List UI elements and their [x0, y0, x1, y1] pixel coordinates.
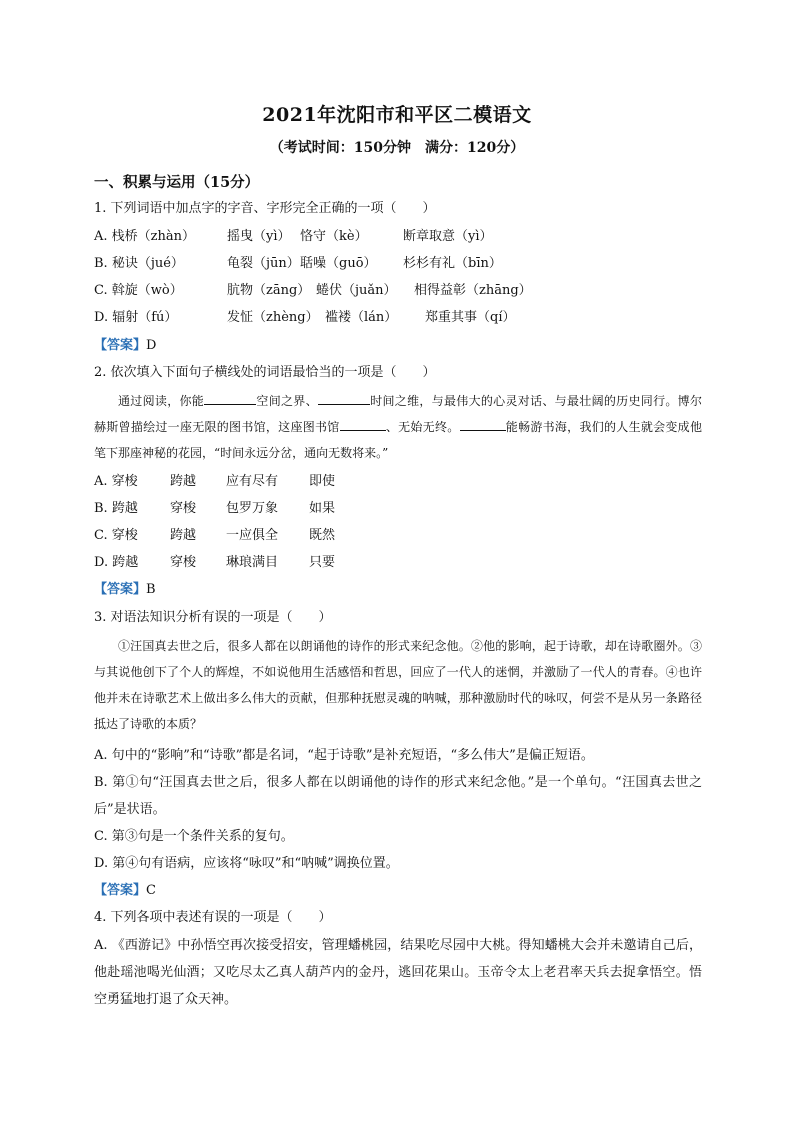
- question-2-passage: 通过阅读，你能 空间之界、 时间之维，与最伟大的心灵对话、与最壮阔的历史同行。博尔赫斯曾描绘过一座无限的图书馆，这座图书馆 、无始无终。 能畅游书海，我们的人生就会变成他笔下那座神秘的花园，“时间永远分岔，通向无数将来。”: [94, 394, 702, 460]
- question-1-option-a: A. 栈桥（zhàn） 摇曳（yì） 恪守（kè） 断章取意（yì）: [94, 229, 493, 244]
- question-3-option-a: A. 句中的“影响”和“诗歌”都是名词，“起于诗歌”是补充短语，“多么伟大”是偏正短语。: [94, 748, 594, 763]
- question-2-answer: 【答案】B: [94, 582, 156, 597]
- question-3-answer: 【答案】C: [94, 883, 156, 898]
- question-1-option-c: C. 斡旋（wò） 肮物（zāng） 蜷伏（juǎn） 相得益彰（zhāng）: [94, 283, 532, 298]
- question-4-option-a: A. 《西游记》中孙悟空再次接受招安，管理蟠桃园，结果吃尽园中大桃。得知蟠桃大会并未邀请自己后，他赴瑶池喝光仙酒；又吃尽太乙真人葫芦内的金丹，逃回花果山。玉帝令太上老君率天兵去捉拿悟空。悟空勇猛地打退了众天神。: [94, 938, 702, 1007]
- fill-blank: [460, 418, 506, 431]
- question-3-option-c: C. 第③句是一个条件关系的复句。: [94, 829, 294, 844]
- question-1-option-b: B. 秘诀（jué） 龟裂（jūn）聒噪（guō） 杉杉有礼（bīn）: [94, 256, 502, 271]
- document-title: 2021年沈阳市和平区二模语文: [262, 104, 532, 126]
- question-4-stem: 4. 下列各项中表述有误的一项是（ ）: [94, 910, 332, 925]
- exam-info: （考试时间：150分钟 满分：120分）: [269, 140, 525, 156]
- fill-blank: [340, 418, 386, 431]
- question-3-stem: 3. 对语法知识分析有误的一项是（ ）: [94, 610, 332, 625]
- question-3-option-d: D. 第④句有语病，应该将“咏叹”和“呐喊”调换位置。: [94, 856, 399, 871]
- question-2-option-a: A. 穿梭 跨越 应有尽有 即使: [94, 474, 336, 489]
- question-1-answer: 【答案】D: [94, 338, 157, 353]
- question-1-option-d: D. 辐射（fú） 发怔（zhèng） 褴褛（lán） 郑重其事（qí）: [94, 310, 516, 325]
- question-1-stem: 1. 下列词语中加点字的字音、字形完全正确的一项（ ）: [94, 201, 436, 216]
- fill-blank: [204, 392, 256, 405]
- question-2-option-b: B. 跨越 穿梭 包罗万象 如果: [94, 501, 336, 516]
- question-3-option-b: B. 第①句“汪国真去世之后，很多人都在以朗诵他的诗作的形式来纪念他。”是一个单句。“汪国真去世之后”是状语。: [94, 775, 702, 817]
- question-2-stem: 2. 依次填入下面句子横线处的词语最恰当的一项是（ ）: [94, 365, 436, 380]
- question-2-option-c: C. 穿梭 跨越 一应俱全 既然: [94, 528, 336, 543]
- section-heading: 一、积累与运用（15分）: [94, 174, 260, 191]
- question-3-passage: ①汪国真去世之后，很多人都在以朗诵他的诗作的形式来纪念他。②他的影响，起于诗歌，却在诗歌圈外。③与其说他创下了个人的辉煌，不如说他用生活感悟和哲思，回应了一代人的迷惘，并激励了一代人的青春。④也许他并未在诗歌艺术上做出多么伟大的贡献，但那种抚慰灵魂的呐喊，那种激励时代的咏叹，何尝不是从另一条路径抵达了诗歌的本质？: [94, 639, 702, 731]
- fill-blank: [318, 392, 370, 405]
- question-2-option-d: D. 跨越 穿梭 琳琅满目 只要: [94, 555, 336, 570]
